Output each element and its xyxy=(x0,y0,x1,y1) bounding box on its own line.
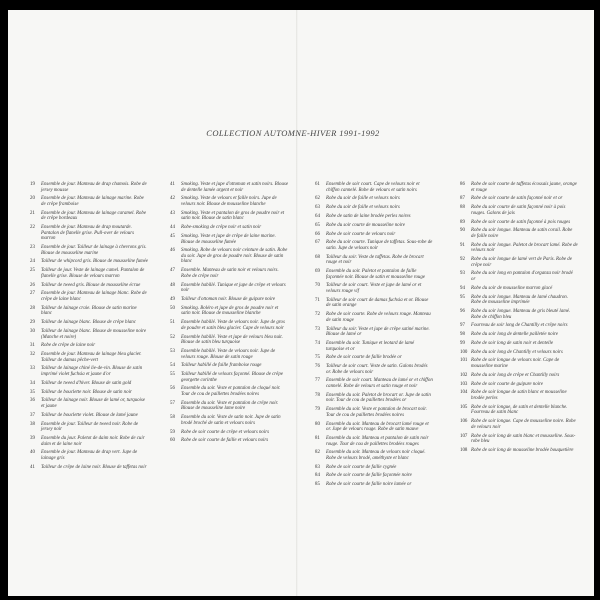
item-description: Tailleur habillé de faille framboise rouge xyxy=(181,363,262,369)
list-item xyxy=(315,422,433,433)
item-number: 65 xyxy=(315,222,320,228)
item-number: 82 xyxy=(315,450,320,456)
item-number: 100 xyxy=(460,349,468,355)
list-item xyxy=(460,196,578,202)
item-number: 42 xyxy=(170,196,175,202)
item-description: Robe de soir longue de satin blanc et mousseline brodée perles xyxy=(471,390,567,401)
list-item xyxy=(170,306,288,317)
column-2 xyxy=(170,182,288,447)
list-item xyxy=(460,182,578,193)
item-number: 72 xyxy=(315,312,320,318)
item-number: 46 xyxy=(170,248,175,254)
list-item xyxy=(460,228,578,239)
item-number: 27 xyxy=(30,291,35,297)
item-number: 89 xyxy=(460,219,465,225)
item-number: 20 xyxy=(30,196,35,202)
item-number: 64 xyxy=(315,213,320,219)
list-item xyxy=(170,196,288,207)
column-3 xyxy=(315,182,433,491)
list-item xyxy=(315,327,433,338)
item-description: Ensemble de soir court. Manteau de lamé or et chiffon cannelé. Robe de velours et satin rouge et noir xyxy=(326,378,433,390)
item-description: Ensemble de jour. Manteau de lainage bleu glacier. Tailleur de damas pêche-vert xyxy=(41,352,142,363)
item-number: 21 xyxy=(30,210,35,216)
item-number: 33 xyxy=(30,366,35,372)
item-number: 59 xyxy=(170,429,175,435)
item-number: 39 xyxy=(30,435,35,441)
item-description: Robe du soir longue. Manteau de gris bleuté lamé. Robe de chiffon bleu xyxy=(471,308,571,320)
list-item xyxy=(30,283,148,289)
item-number: 44 xyxy=(170,225,175,231)
list-item xyxy=(170,297,288,303)
list-item xyxy=(460,257,578,268)
item-number: 90 xyxy=(460,228,465,234)
list-item xyxy=(460,323,578,329)
collection-title: COLLECTION AUTOMNE-HIVER 1991-1992 xyxy=(206,128,380,138)
item-number: 88 xyxy=(460,205,465,211)
item-description: Ensemble du soir. Paletot et pantalon de faille façonnée noir. Blouse de satin et mousseline rouge xyxy=(326,269,425,280)
item-description: Ensemble du soir. Veste et pantalon de crêpe noir. Blouse de mousseline lame noire xyxy=(181,400,279,412)
list-item xyxy=(30,291,148,302)
list-item xyxy=(30,381,148,387)
item-number: 34 xyxy=(30,380,35,386)
item-description: Ensemble. Manteau de satin noir et velours noirs. Robe de crêpe noir xyxy=(181,268,279,279)
list-item xyxy=(170,335,288,346)
list-item xyxy=(315,298,433,309)
item-description: Robe de soir courte de faille cygnée xyxy=(326,464,397,470)
item-number: 62 xyxy=(315,196,320,202)
item-number: 53 xyxy=(170,348,175,354)
item-description: Robe de soir courte de velours noir xyxy=(326,231,396,237)
list-item xyxy=(30,211,148,222)
item-description: Ensemble habillé. Veste de velours noir. Jupe de gros de poudre et satin bleu glacier. Cape de velours noir xyxy=(181,320,285,331)
item-number: 25 xyxy=(30,268,35,274)
item-description: Ensemble de jour. Manteau de lainage caramel. Robe de crêpe bordeaux xyxy=(41,210,146,222)
item-number: 95 xyxy=(460,294,465,300)
item-description: Ensemble de jour. Manteau de drap vert. Jupe de lainage gris xyxy=(41,450,138,461)
list-item xyxy=(170,438,288,444)
item-description: Ensemble de jour. Manteau de drap chamois. Robe de jersey mousse xyxy=(41,182,147,193)
item-number: 98 xyxy=(460,332,465,338)
item-number: 49 xyxy=(170,297,175,302)
item-description: Robe de soir longue. Cape de mousseline noire. Robe de velours noir xyxy=(471,419,576,430)
item-description: Robe du soir de faille et velours noirs xyxy=(326,205,400,211)
list-item xyxy=(315,196,433,202)
item-number: 43 xyxy=(170,210,175,216)
item-number: 51 xyxy=(170,320,175,326)
item-number: 93 xyxy=(460,271,465,277)
list-item xyxy=(315,269,433,280)
list-item xyxy=(170,182,288,193)
list-item xyxy=(170,320,288,331)
item-description: Ensemble habillé. Veste de velours noir. Jupe de velours rouge. Blouse de satin rouge xyxy=(181,348,276,360)
list-item xyxy=(315,450,433,461)
item-description: Ensemble du soir. Paletot de brocart or. Jupe de satin noir. Tour de cou de paillettes brodées or xyxy=(326,392,431,404)
item-number: 91 xyxy=(460,242,465,248)
item-number: 55 xyxy=(170,372,175,378)
list-item xyxy=(315,473,433,479)
list-item xyxy=(315,407,433,418)
list-item xyxy=(315,255,433,266)
item-number: 71 xyxy=(315,297,320,303)
item-description: Robe du soir long de crêpe et Chantilly noirs xyxy=(471,372,560,378)
item-number: 29 xyxy=(30,320,35,326)
item-number: 94 xyxy=(460,285,465,291)
item-description: Tailleur de lainage blanc. Blouse de crêpe blanc xyxy=(41,320,136,326)
list-item xyxy=(315,214,433,220)
item-number: 77 xyxy=(315,378,320,384)
list-item xyxy=(315,341,433,352)
list-item xyxy=(170,248,288,265)
page-fold xyxy=(296,10,298,596)
item-number: 83 xyxy=(315,464,320,470)
item-description: Robe du soir courte de satin façonné noir à pois rouges. Galons de jais xyxy=(471,205,566,216)
item-number: 63 xyxy=(315,205,320,211)
item-description: Smoking. Boléro et jupe de gros de poudre noir et satin noir. Blouse de mousseline blanche xyxy=(181,305,279,317)
item-description: Tailleur de soir court. Veste et jupe de lamé or et velours rouge vif xyxy=(326,283,422,294)
item-description: Tailleur de whipcord gris. Blouse de mousseline fumée xyxy=(41,259,148,265)
list-item xyxy=(170,372,288,383)
list-item xyxy=(170,211,288,222)
list-item xyxy=(30,343,148,349)
list-item xyxy=(170,363,288,369)
item-description: Tailleur de bouclette noir. Blouse de satin noir xyxy=(41,389,132,395)
item-number: 80 xyxy=(315,421,320,427)
list-item xyxy=(315,205,433,211)
list-item xyxy=(170,386,288,397)
item-description: Robe du soir long de dentelle pailletée noire xyxy=(471,332,558,338)
list-item xyxy=(460,243,578,254)
list-item xyxy=(30,366,148,377)
list-item xyxy=(30,465,148,471)
item-number: 41 xyxy=(30,464,35,470)
item-number: 58 xyxy=(170,415,175,421)
item-number: 41 xyxy=(170,182,175,187)
item-description: Ensemble du soir. Veste et pantalon de cloqué noir. Tour de cou de paillettes brodées noires xyxy=(181,386,281,398)
item-number: 69 xyxy=(315,269,320,275)
item-number: 76 xyxy=(315,364,320,370)
list-item xyxy=(30,390,148,396)
item-description: Ensemble habillé. Tunique et jupe de crêpe et velours noir xyxy=(181,282,286,294)
item-number: 40 xyxy=(30,450,35,456)
item-number: 56 xyxy=(170,386,175,392)
list-item xyxy=(170,283,288,294)
item-description: Tailleur de lainage blanc. Blouse de mousseline noire (Manche et noire) xyxy=(41,328,147,340)
item-number: 81 xyxy=(315,435,320,441)
list-item xyxy=(30,436,148,447)
item-description: Ensemble de soir court. Cape de velours noir et chiffon cannelé. Robe de velours et satin noirs xyxy=(326,182,420,193)
item-description: Ensemble de jour. Tailleur de lainage à chevrons gris. Blouse de mousseline marine xyxy=(41,245,147,256)
list-item xyxy=(460,382,578,388)
item-number: 23 xyxy=(30,245,35,251)
item-description: Tailleur de bouclette violet. Blouse de lamé jaune xyxy=(41,412,138,418)
item-number: 96 xyxy=(460,308,465,314)
item-number: 66 xyxy=(315,231,320,237)
list-item xyxy=(460,295,578,306)
item-description: Robe de soir courte de taffetas écossais jaune, orange et rouge xyxy=(471,182,577,193)
list-item xyxy=(30,398,148,409)
list-item xyxy=(170,430,288,436)
item-number: 102 xyxy=(460,372,468,378)
item-number: 74 xyxy=(315,340,320,346)
item-description: Ensemble de jour. Tailleur de tweed noir. Robe de jersey noir xyxy=(41,421,139,433)
item-description: Tailleur d'ottoman noir. Blouse de guipure noire xyxy=(181,297,276,302)
list-item xyxy=(460,419,578,430)
item-description: Robe de soir courte de faille noire lamée or xyxy=(326,482,412,488)
item-number: 78 xyxy=(315,392,320,398)
item-description: Tailleur du soir. Veste et jupe de crêpe satiné marine. Blouse de lamé or xyxy=(326,326,430,338)
item-number: 35 xyxy=(30,389,35,395)
item-description: Robe-smoking de crêpe noir et satin noir xyxy=(181,225,262,231)
item-description: Tailleur de lainage chiné lie-de-vin. Blouse de satin imprimé violet fuchsia et jaune d'or xyxy=(41,366,143,378)
item-number: 99 xyxy=(460,340,465,346)
list-item xyxy=(30,352,148,363)
list-item xyxy=(170,401,288,412)
list-item xyxy=(315,378,433,389)
list-item xyxy=(315,465,433,471)
item-number: 37 xyxy=(30,412,35,418)
item-number: 79 xyxy=(315,407,320,413)
item-description: Ensemble habillé. Veste et jupe de velours bleu nuit. Blouse de satin bleu turquoise xyxy=(181,334,283,346)
list-item xyxy=(170,415,288,426)
item-number: 61 xyxy=(315,182,320,187)
item-number: 48 xyxy=(170,282,175,288)
item-description: Fourreau de soir long de Chantilly et crêpe noirs xyxy=(471,323,568,329)
column-4 xyxy=(460,182,578,457)
item-description: Tailleur de crêpe de laine noir. Blouse de taffetas noir xyxy=(41,464,147,470)
list-item xyxy=(30,413,148,419)
list-item xyxy=(30,225,148,242)
item-number: 19 xyxy=(30,182,35,187)
item-number: 85 xyxy=(315,482,320,488)
item-number: 60 xyxy=(170,438,175,444)
list-item xyxy=(315,223,433,229)
list-item xyxy=(30,259,148,265)
item-description: Tailleur de lainage craie. Blouse de satin marine blanc xyxy=(41,305,137,317)
item-description: Robe du soir longue. Manteau de satin corail. Robe de faille noire xyxy=(471,228,573,239)
list-item xyxy=(460,205,578,216)
item-description: Tailleur du soir. Veste de taffetas. Robe de brocart rouge et noir xyxy=(326,254,424,266)
item-description: Tailleur de soir court. Veste de satin. Galons brodés or. Robe de velours noir xyxy=(326,364,428,375)
list-item xyxy=(315,436,433,447)
item-number: 75 xyxy=(315,355,320,361)
item-number: 57 xyxy=(170,400,175,406)
item-description: Ensemble du soir. Manteau et pantalon de satin noir rouge. Tour de cou de paillettes brodées rouges xyxy=(326,435,429,447)
list-item xyxy=(30,450,148,461)
item-description: Robe de soir longue, de satin et dentelle blanche. Fourreau de satin blanc xyxy=(471,404,568,416)
list-item xyxy=(315,355,433,361)
list-item xyxy=(315,283,433,294)
item-description: Ensemble du soir. Veste de satin noir. Jupe de satin brodé broché de satin et velours noirs xyxy=(181,415,281,426)
item-description: Smoking. Robe de velours noir ceinture de satin. Robe du soir. Jupe de gros de poudre noir. Blouse de satin blanc xyxy=(181,248,288,265)
item-description: Tailleur de tweed d'hiver. Blouse de satin gold xyxy=(41,380,132,386)
list-item xyxy=(460,350,578,356)
list-item xyxy=(170,268,288,279)
item-description: Robe du soir longue. Manteau de lamé chaudron. Robe de mousseline imprimée xyxy=(471,294,568,306)
item-description: Robe du soir courte de mousseline noire xyxy=(326,222,405,228)
item-number: 73 xyxy=(315,326,320,332)
list-item xyxy=(315,364,433,375)
item-description: Robe du soir de mousseline marron glacé xyxy=(471,285,553,291)
list-item xyxy=(30,422,148,433)
item-description: Robe du soir courte. Tunique de taffetas. Sous-robe de satin. Jupe de velours noir xyxy=(326,240,433,251)
item-number: 38 xyxy=(30,421,35,427)
item-description: Robe de soir courte de satin façonné noir et or xyxy=(471,196,563,202)
item-description: Robe de soir courte de guipure noire xyxy=(471,381,543,387)
item-description: Ensemble de jour. Manteau de drap moutarde. Pantalon de flanelle grise. Pull-over de velours marron xyxy=(41,225,135,242)
item-number: 28 xyxy=(30,305,35,311)
item-description: Ensemble du soir. Manteau de brocart lamé rouge et or. Jupe de velours rouge. Robe de satin mauve xyxy=(326,421,429,433)
list-item xyxy=(315,393,433,404)
item-description: Tailleur de soir court de damas fuchsia et or. Blouse de satin orange xyxy=(326,297,429,309)
item-number: 36 xyxy=(30,398,35,404)
item-description: Robe de soir long de satin blanc et mousseline. Sous-robe bleu xyxy=(471,433,576,445)
item-number: 105 xyxy=(460,404,468,410)
list-item xyxy=(460,271,578,282)
item-description: Robe de soir longue de velours noir. Cape de mousseline marine xyxy=(471,358,560,370)
item-description: Robe de soir courte de faille brodée or xyxy=(326,355,402,361)
item-number: 86 xyxy=(460,182,465,187)
item-number: 70 xyxy=(315,283,320,289)
item-number: 103 xyxy=(460,381,468,387)
item-number: 106 xyxy=(460,419,468,425)
column-1 xyxy=(30,182,148,473)
list-item xyxy=(30,329,148,340)
list-item xyxy=(170,349,288,360)
item-number: 101 xyxy=(460,358,468,364)
list-item xyxy=(460,358,578,369)
item-description: Ensemble du soir. Manteau de velours noir cloqué. Robe de velours brodé, améthyste et blanc xyxy=(326,450,426,461)
item-description: Tailleur de tweed gris. Blouse de mousseline écrue xyxy=(41,282,141,288)
item-number: 107 xyxy=(460,433,468,439)
item-number: 87 xyxy=(460,196,465,202)
list-item xyxy=(315,312,433,323)
item-number: 22 xyxy=(30,225,35,231)
list-item xyxy=(460,341,578,347)
item-description: Robe de soir long de satin noir et dentelle xyxy=(471,340,554,346)
list-item xyxy=(315,240,433,251)
item-number: 52 xyxy=(170,334,175,340)
item-description: Robe de satin de laine brodée perles noires xyxy=(326,213,411,219)
list-item xyxy=(460,405,578,416)
list-item xyxy=(315,232,433,238)
item-description: Smoking. Veste et pantalon de gros de poudre noir et satin noir. Blouse de satin blanc xyxy=(181,210,285,222)
item-description: Ensemble du jour. Paletot de daim noir. Robe de cuir daim et de laine noir xyxy=(41,435,145,447)
item-description: Ensemble du soir. Tunique et leotard de lamé turquoise et or xyxy=(326,340,415,352)
item-description: Smoking. Veste et jupe de crêpe de laine marine. Blouse de mousseline fumée xyxy=(181,233,276,245)
item-number: 104 xyxy=(460,390,468,396)
item-number: 108 xyxy=(460,447,468,453)
item-description: Robe de soir courte de faille façonnée noire xyxy=(326,473,412,479)
item-description: Tailleur habillé de velours façonné. Blouse de crêpe georgette corinthe xyxy=(181,372,283,383)
item-description: Robe de soir courte de faille et velours noirs xyxy=(181,438,269,444)
item-description: Robe de soir long de mousseline brodée bouquetière xyxy=(471,447,574,453)
item-number: 26 xyxy=(30,282,35,288)
list-item xyxy=(460,286,578,292)
list-item xyxy=(30,196,148,207)
item-description: Smoking. Veste et jupe d'ottoman et satin noirs. Blouse de dentelle lamée argent et noir xyxy=(181,182,288,193)
list-item xyxy=(460,220,578,226)
list-item xyxy=(315,182,433,193)
item-number: 47 xyxy=(170,268,175,274)
item-number: 68 xyxy=(315,254,320,260)
item-number: 54 xyxy=(170,363,175,369)
list-item xyxy=(170,234,288,245)
item-description: Robe de soir courte de satin façonné à pois rouges xyxy=(471,219,571,225)
item-description: Robe du soir longue. Paletot de brocart lamé. Robe de velours noir xyxy=(471,242,578,254)
list-item xyxy=(460,309,578,320)
list-item xyxy=(460,434,578,445)
item-description: Smoking. Veste de velours et faille noirs. Jupe de velours noir. Blouse de mousseline blanche xyxy=(181,196,277,207)
list-item xyxy=(30,245,148,256)
list-item xyxy=(30,268,148,279)
item-description: Ensemble de jour. Manteau de lainage blanc. Robe de crêpe de laine blanc xyxy=(41,291,147,302)
item-description: Robe de soir courte de crêpe et velours noirs xyxy=(181,429,270,435)
item-number: 31 xyxy=(30,343,35,349)
list-item xyxy=(460,332,578,338)
item-description: Robe du soir long en pantalon d'organza noir brodé or xyxy=(471,271,573,283)
item-description: Ensemble de jour. Manteau de lainage marine. Robe de crêpe framboise xyxy=(41,196,144,207)
list-item xyxy=(460,390,578,401)
item-description: Tailleur de jour. Veste de lainage camel. Pantalon de flanelle grise. Blouse de velours marron xyxy=(41,268,145,279)
item-description: Tailleur de lainage noir. Blouse de lamé or, turquoise et jaune xyxy=(41,398,145,409)
list-item xyxy=(30,182,148,193)
item-description: Robe de soir courte. Robe de velours rouge. Manteau de satin rouge xyxy=(326,312,431,323)
item-number: 50 xyxy=(170,305,175,311)
item-description: Robe du soir de faille et velours noirs xyxy=(326,196,400,202)
item-description: Ensemble du soir. Veste et pantalon de brocart noir. Tour de cou de paillettes brodées noires xyxy=(326,407,427,418)
list-item xyxy=(315,482,433,488)
list-item xyxy=(30,306,148,317)
item-description: Robe de crêpe de laine noir xyxy=(41,343,96,349)
item-number: 30 xyxy=(30,328,35,334)
item-description: Robe du soir longue de lamé vert de Paris. Robe de crêpe noir xyxy=(471,257,572,268)
item-number: 97 xyxy=(460,323,465,329)
item-description: Robe du soir long de Chantilly et velours noirs xyxy=(471,349,563,355)
item-number: 67 xyxy=(315,240,320,246)
item-number: 45 xyxy=(170,233,175,239)
list-item xyxy=(30,320,148,326)
item-number: 92 xyxy=(460,257,465,263)
item-number: 24 xyxy=(30,259,35,265)
list-item xyxy=(460,373,578,379)
item-number: 84 xyxy=(315,473,320,479)
list-item xyxy=(460,448,578,454)
list-item xyxy=(170,225,288,231)
item-number: 32 xyxy=(30,352,35,358)
